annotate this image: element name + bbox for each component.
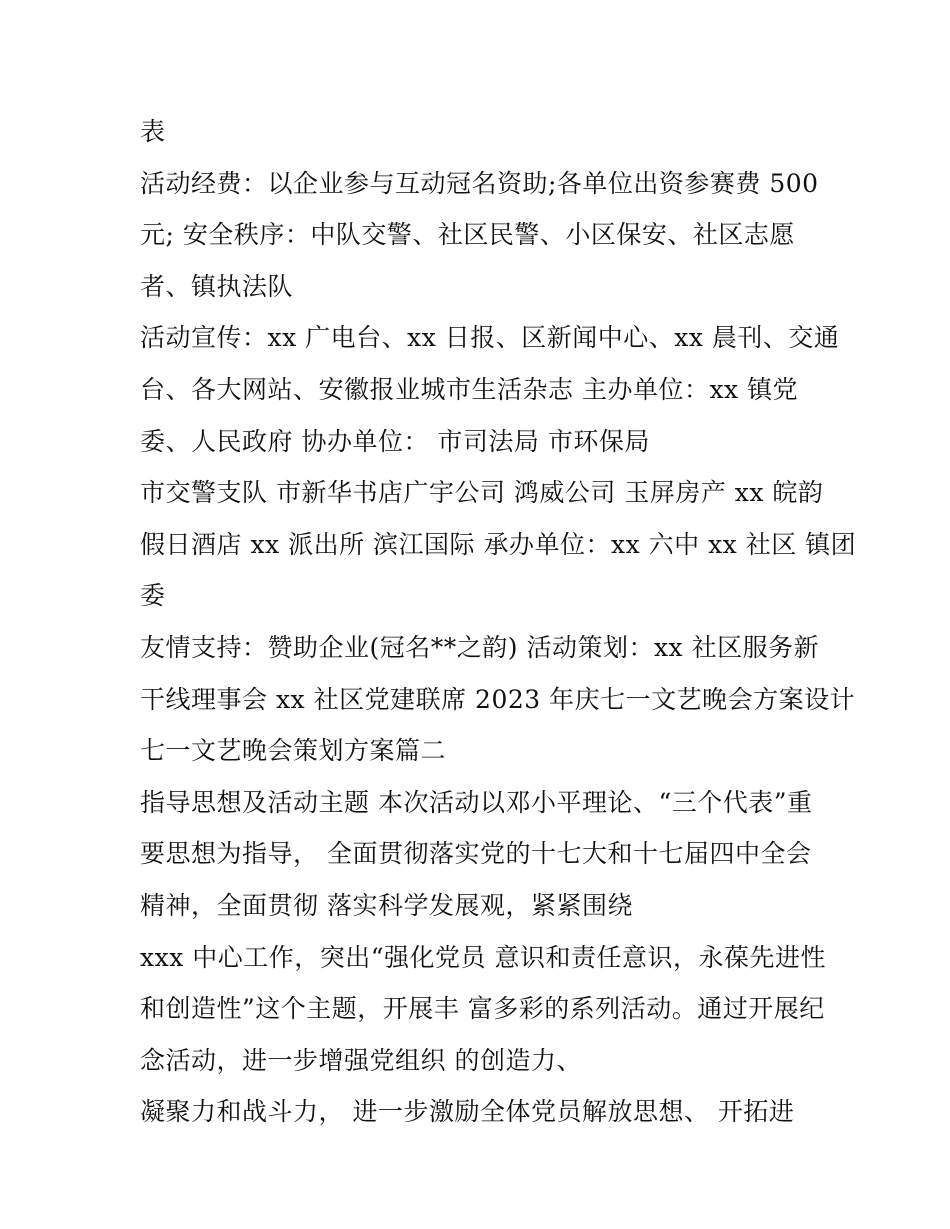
text-line: 和创造性”这个主题，开展丰 富多彩的系列活动。通过开展纪 — [140, 994, 825, 1024]
text-line: 委、人民政府 协办单位： 市司法局 市环保局 — [140, 426, 650, 456]
document-body — [140, 106, 857, 1138]
text-line: 表 — [140, 117, 166, 146]
text-line: xxx 中心工作，突出“强化党员 意识和责任意识，永葆先进性 — [140, 942, 826, 972]
text-line: 凝聚力和战斗力， 进一步激励全体党员解放思想、 开拓进 — [140, 1097, 795, 1127]
text-line: 台、各大网站、安徽报业城市生活杂志 主办单位：xx 镇党 — [140, 374, 799, 404]
text-line: 活动经费：以企业参与互动冠名资助;各单位出资参赛费 500 — [140, 168, 819, 198]
text-line: 念活动，进一步增强党组织 的创造力、 — [140, 1045, 582, 1075]
text-line: 假日酒店 xx 派出所 滨江国际 承办单位：xx 六中 xx 社区 镇团 — [140, 529, 857, 559]
text-line: 元; 安全秩序：中队交警、社区民警、小区保安、社区志愿 — [140, 220, 795, 250]
text-line: 委 — [140, 581, 166, 611]
section-heading: 七一文艺晚会策划方案篇二 — [140, 736, 447, 766]
text-line: 精神，全面贯彻 落实科学发展观，紧紧围绕 — [140, 890, 633, 920]
text-line: 要思想为指导， 全面贯彻落实党的十七大和十七届四中全会 — [140, 839, 812, 869]
text-line: 干线理事会 xx 社区党建联席 2023 年庆七一文艺晚会方案设计 — [140, 684, 856, 714]
text-line: 指导思想及活动主题 本次活动以邓小平理论、“三个代表”重 — [140, 787, 813, 817]
text-line: 活动宣传：xx 广电台、xx 日报、区新闻中心、xx 晨刊、交通 — [140, 323, 840, 353]
text-line: 市交警支队 市新华书店广宇公司 鸿威公司 玉屏房产 xx 皖韵 — [140, 478, 824, 508]
text-line: 友情支持：赞助企业(冠名**之韵) 活动策划：xx 社区服务新 — [140, 632, 820, 662]
text-line: 者、镇执法队 — [140, 271, 294, 301]
